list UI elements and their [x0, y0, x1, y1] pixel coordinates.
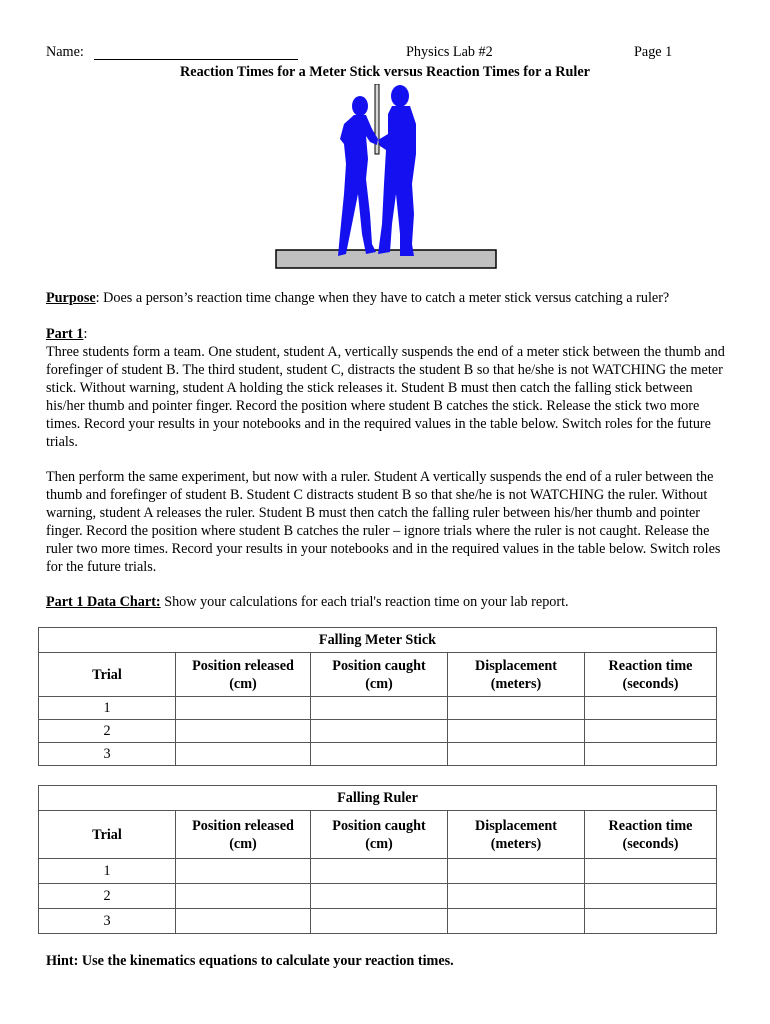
table-row — [39, 697, 717, 720]
student-a-silhouette — [378, 85, 416, 256]
displacement-cell[interactable] — [448, 859, 585, 884]
reaction-time-cell[interactable] — [585, 884, 717, 909]
name-blank-line — [94, 59, 298, 60]
part1-paragraph-1: Three students form a team. One student, student A, vertically suspends the end of a meter stick between the thumb and forefinger of student B. The third student, student C, distracts the student B so that he/she is not WATCHING the meter stick. Without warning, student A holding the stick releases it. Student B must then catch the falling stick between his/her thumb and pointer finger. Record the position where student B catches the stick. Release the stick two more times. Record your results in your notebooks and in the required values in the table below. Switch roles for the future trials. — [46, 344, 725, 450]
table-row — [39, 859, 717, 884]
students-catching-stick-illustration — [274, 84, 498, 272]
trial-number: 1 — [39, 697, 176, 720]
column-header-displacement: Displacement (meters) — [448, 653, 585, 697]
displacement-cell[interactable] — [448, 720, 585, 743]
data-chart-heading — [46, 593, 726, 611]
position-released-cell[interactable] — [176, 697, 311, 720]
page-number: Page 1 — [634, 44, 673, 60]
purpose-text: : Does a person’s reaction time change when they have to catch a meter stick versus catching a ruler? — [95, 290, 670, 306]
position-caught-cell[interactable] — [311, 884, 448, 909]
trial-number: 3 — [39, 743, 176, 766]
displacement-cell[interactable] — [448, 909, 585, 934]
column-header-reaction-time: Reaction time (seconds) — [585, 653, 717, 697]
position-released-cell[interactable] — [176, 909, 311, 934]
displacement-cell[interactable] — [448, 697, 585, 720]
displacement-cell[interactable] — [448, 743, 585, 766]
purpose-paragraph — [46, 289, 726, 307]
name-label: Name: — [46, 44, 84, 60]
position-released-cell[interactable] — [176, 743, 311, 766]
floor-slab — [276, 250, 496, 268]
displacement-cell[interactable] — [448, 884, 585, 909]
position-caught-cell[interactable] — [311, 859, 448, 884]
ruler-table — [38, 785, 717, 934]
position-caught-cell[interactable] — [311, 909, 448, 934]
trial-number: 1 — [39, 859, 176, 884]
course-title: Physics Lab #2 — [406, 44, 493, 60]
data-chart-text: Show your calculations for each trial's reaction time on your lab report. — [160, 594, 569, 610]
table-row — [39, 909, 717, 934]
column-header-position-caught: Position caught (cm) — [311, 653, 448, 697]
page-header — [46, 44, 676, 64]
part1-paragraph-2: Then perform the same experiment, but now with a ruler. Student A vertically suspends the end of a ruler between the thumb and forefinger of student B. Student C distracts student B so that she/he is not WATCHING the ruler. Without warning, student A releases the ruler. Student B must then catch the falling ruler between his/her thumb and pointer finger. Record the position where student B catches the ruler – ignore trials where the ruler is not caught. Release the ruler two more times. Record your results in your notebooks and in the required values in the table below. Switch roles for the future trials. — [46, 469, 721, 575]
table-row — [39, 720, 717, 743]
reaction-time-cell[interactable] — [585, 720, 717, 743]
trial-number: 2 — [39, 884, 176, 909]
column-header-trial: Trial — [39, 811, 176, 859]
lab-title: Reaction Times for a Meter Stick versus Reaction Times for a Ruler — [180, 64, 590, 80]
reaction-time-cell[interactable] — [585, 697, 717, 720]
trial-number: 3 — [39, 909, 176, 934]
reaction-time-cell[interactable] — [585, 743, 717, 766]
reaction-time-cell[interactable] — [585, 909, 717, 934]
student-b-silhouette — [338, 96, 378, 256]
position-released-cell[interactable] — [176, 720, 311, 743]
part1-label: Part 1 — [46, 326, 84, 342]
column-header-position-released: Position released (cm) — [176, 653, 311, 697]
trial-number: 2 — [39, 720, 176, 743]
part1-heading — [46, 325, 726, 343]
table-title: Falling Meter Stick — [39, 628, 717, 653]
position-caught-cell[interactable] — [311, 720, 448, 743]
column-header-trial: Trial — [39, 653, 176, 697]
column-header-reaction-time: Reaction time (seconds) — [585, 811, 717, 859]
data-chart-label: Part 1 Data Chart: — [46, 594, 161, 610]
position-released-cell[interactable] — [176, 859, 311, 884]
position-released-cell[interactable] — [176, 884, 311, 909]
column-header-position-released: Position released (cm) — [176, 811, 311, 859]
table-title: Falling Ruler — [39, 786, 717, 811]
table-row — [39, 743, 717, 766]
column-header-displacement: Displacement (meters) — [448, 811, 585, 859]
part1-colon: : — [83, 326, 88, 342]
purpose-label: Purpose — [46, 290, 96, 306]
position-caught-cell[interactable] — [311, 697, 448, 720]
meter-stick-table — [38, 627, 717, 766]
hint-text: Hint: Use the kinematics equations to calculate your reaction times. — [46, 953, 454, 969]
column-header-position-caught: Position caught (cm) — [311, 811, 448, 859]
table-row — [39, 884, 717, 909]
reaction-time-cell[interactable] — [585, 859, 717, 884]
position-caught-cell[interactable] — [311, 743, 448, 766]
